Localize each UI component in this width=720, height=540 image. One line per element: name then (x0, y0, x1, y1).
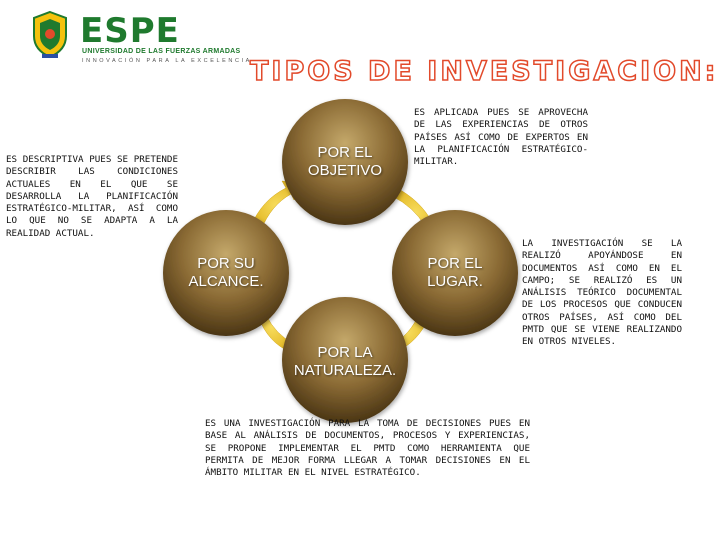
page-title: TIPOS DE INVESTIGACION: (250, 56, 719, 87)
logo-university-name: UNIVERSIDAD DE LAS FUERZAS ARMADAS (82, 48, 241, 55)
node-objetivo: POR EL OBJETIVO (307, 144, 383, 179)
node-naturaleza: POR LA NATURALEZA. (293, 344, 397, 379)
text-aplicada: ES APLICADA PUES SE APROVECHA DE LAS EXPERIENCIAS DE OTROS PAÍSES ASÍ COMO DE EXPERTOS EN LA PLANIFICACIÓN ESTRATÉGICO-MILITAR. (414, 107, 588, 168)
text-lugar-descripcion: LA INVESTIGACIÓN SE LA REALIZÓ APOYÁNDOSE EN DOCUMENTOS ASÍ COMO EN EL CAMPO; SE REALIZÓ ES UN ANÁLISIS TEÓRICO DOCUMENTAL DE LOS PROCESOS QUE CONDUCEN OTROS PAÍSES, ASÍ COMO DEL PMTD QUE SE VIENE REALIZANDO EN OTROS NIVELES. (522, 238, 682, 348)
node-lugar: POR EL LUGAR. (427, 255, 483, 290)
logo-wordmark: ESPE (80, 11, 180, 51)
text-descriptiva: ES DESCRIPTIVA PUES SE PRETENDE DESCRIBIR LAS CONDICIONES ACTUALES EN EL QUE SE DESARROLLA LA PLANIFICACIÓN ESTRATÉGICO-MILITAR, ASÍ COMO LO QUE NO SE ADAPTA A LA REALIDAD ACTUAL. (6, 154, 178, 239)
logo-tagline: INNOVACIÓN PARA LA EXCELENCIA (82, 58, 252, 64)
text-toma-decisiones: ES UNA INVESTIGACIÓN PARA LA TOMA DE DECISIONES PUES EN BASE AL ANÁLISIS DE DOCUMENTOS, PROCESOS Y EXPERIENCIAS, SE PROPONE IMPLEMENTAR EL PMTD COMO HERRAMIENTA QUE PERMITA DE MEJOR FORMA LLEGAR A TOMAR DECISIONES EN EL ÁMBITO MILITAR EN EL NIVEL ESTRATÉGICO. (205, 418, 530, 479)
node-alcance: POR SU ALCANCE. (188, 255, 264, 290)
